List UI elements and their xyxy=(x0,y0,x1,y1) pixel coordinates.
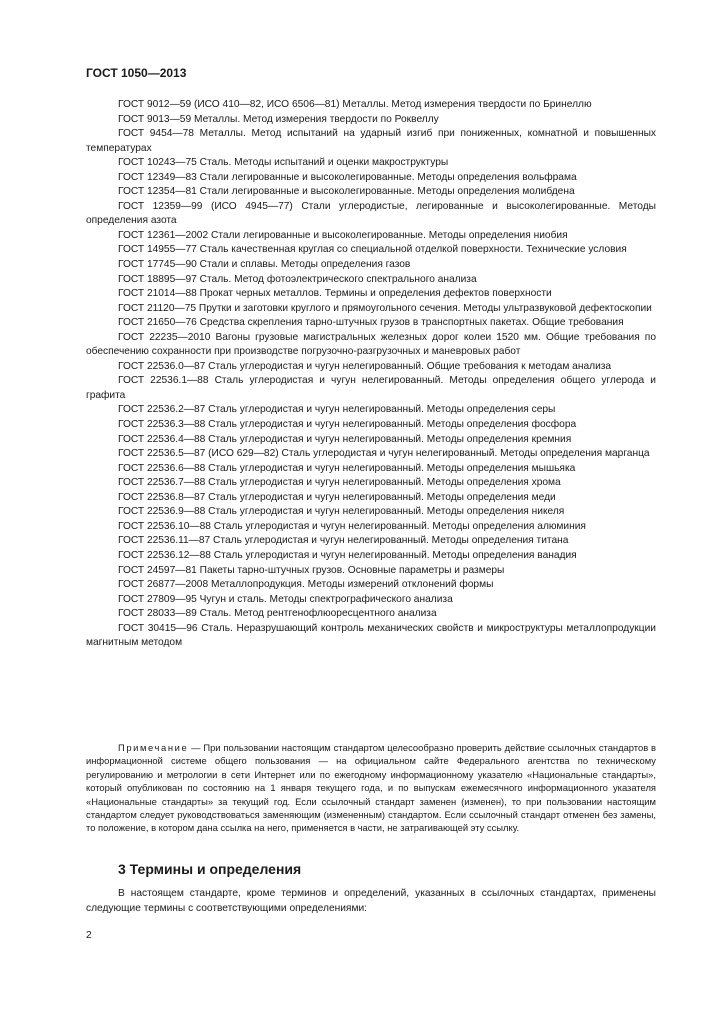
reference-title: Прутки и заготовки круглого и прямоугольного сечения. Методы ультразвуковой дефектоскопии xyxy=(198,302,652,314)
reference-title: Чугун и сталь. Методы спектрографического анализа xyxy=(199,593,453,605)
section-title: 3 Термины и определения xyxy=(118,861,302,877)
reference-title: Сталь углеродистая и чугун нелегированный. Методы определения хрома xyxy=(208,477,561,489)
reference-title: Сталь углеродистая и чугун нелегированный. Общие требования к методам анализа xyxy=(208,360,612,372)
reference-item xyxy=(86,127,656,156)
normative-references-list xyxy=(86,98,656,651)
reference-title: Стали легированные и высоколегированные. Методы определения вольфрама xyxy=(199,171,577,183)
reference-code: ГОСТ 22536.5—87 (ИСО 629—82) xyxy=(118,448,279,460)
reference-title: Прокат черных металлов. Термины и определения дефектов поверхности xyxy=(199,288,552,300)
reference-code: ГОСТ 28033—89 xyxy=(118,608,197,620)
reference-item xyxy=(86,98,656,113)
reference-title: Сталь. Неразрушающий контроль механических свойств и микроструктуры металлопродукции магнитным методом xyxy=(86,622,656,649)
reference-code: ГОСТ 22235—2010 xyxy=(118,331,211,343)
reference-title: Стали углеродистые, легированные и высоколегированные. Методы определения азота xyxy=(86,200,656,227)
reference-title: Стали и сплавы. Методы определения газов xyxy=(199,259,411,271)
reference-title: Металлопродукция. Методы измерений отклонений формы xyxy=(210,579,494,591)
reference-code: ГОСТ 22536.12—88 xyxy=(118,549,211,561)
reference-item xyxy=(86,273,656,288)
reference-title: Стали легированные и высоколегированные. Методы определения молибдена xyxy=(199,186,575,198)
reference-item xyxy=(86,476,656,491)
reference-title: Сталь углеродистая и чугун нелегированный. Методы определения ванадия xyxy=(213,549,577,561)
reference-title: Сталь. Метод фотоэлектрического спектрального анализа xyxy=(199,273,477,285)
reference-title: Сталь углеродистая и чугун нелегированный. Методы определения меди xyxy=(208,491,556,503)
reference-code: ГОСТ 22536.2—87 xyxy=(118,404,206,416)
reference-item xyxy=(86,578,656,593)
reference-title: Пакеты тарно-штучных грузов. Основные параметры и размеры xyxy=(199,564,505,576)
reference-item xyxy=(86,534,656,549)
reference-code: ГОСТ 26877—2008 xyxy=(118,579,209,591)
reference-item xyxy=(86,593,656,608)
reference-item xyxy=(86,360,656,375)
reference-code: ГОСТ 22536.3—88 xyxy=(118,419,206,431)
reference-item xyxy=(86,549,656,564)
reference-code: ГОСТ 22536.8—87 xyxy=(118,491,206,503)
reference-title: Сталь углеродистая и чугун нелегированный. Методы определения марганца xyxy=(281,448,650,460)
reference-item xyxy=(86,331,656,360)
reference-code: ГОСТ 22536.7—88 xyxy=(118,477,206,489)
reference-title: Сталь углеродистая и чугун нелегированный. Методы определения титана xyxy=(213,535,569,547)
reference-item xyxy=(86,564,656,579)
reference-item xyxy=(86,607,656,622)
note-text: — При пользовании настоящим стандартом целесообразно проверить действие ссылочных стандартов в информационной системе общего пользования — на официальном сайте Федерального агентства по техническому регулированию и метрологии в сети Интернет или по ежегодному информационному указателю «Национальные стандарты», который опубликован по состоянию на 1 января текущего года, и по выпускам ежемесячного информационного указателя «Национальные стандарты» за текущий год. Если ссылочный стандарт заменен (изменен), то при пользовании настоящим стандартом следует руководствоваться заменяющим (измененным) стандартом. Если ссылочный стандарт отменен без замены, то положение, в котором дана ссылка на него, применяется в части, не затрагивающей эту ссылку. xyxy=(86,742,656,834)
reference-code: ГОСТ 12359—99 (ИСО 4945—77) xyxy=(118,200,293,212)
reference-item xyxy=(86,316,656,331)
reference-title: Металлы. Метод испытаний на ударный изгиб при пониженных, комнатной и повышенных температурах xyxy=(86,128,656,154)
reference-code: ГОСТ 22536.6—88 xyxy=(118,462,206,474)
references-note xyxy=(86,741,656,835)
reference-item xyxy=(86,622,656,651)
reference-code: ГОСТ 22536.0—87 xyxy=(118,360,206,372)
reference-item xyxy=(86,156,656,171)
reference-code: ГОСТ 22536.1—88 xyxy=(118,375,209,387)
reference-code: ГОСТ 17745—90 xyxy=(118,259,197,271)
reference-title: Сталь углеродистая и чугун нелегированный. Методы определения кремния xyxy=(208,433,572,445)
note-label: Примечание xyxy=(118,742,189,753)
reference-title: Сталь углеродистая и чугун нелегированный. Методы определения никеля xyxy=(208,506,565,518)
reference-title: Сталь качественная круглая со специальной отделкой поверхности. Технические условия xyxy=(199,244,627,256)
reference-item xyxy=(86,302,656,317)
section-intro-paragraph: В настоящем стандарте, кроме терминов и определений, указанных в ссылочных стандартах, применены следующие термины с соответствующими определениями: xyxy=(86,888,656,914)
reference-code: ГОСТ 10243—75 xyxy=(118,157,197,169)
reference-code: ГОСТ 12354—81 xyxy=(118,186,197,198)
reference-title: Сталь углеродистая и чугун нелегированный. Методы определения фосфора xyxy=(208,419,577,431)
reference-code: ГОСТ 12349—83 xyxy=(118,171,197,183)
reference-code: ГОСТ 9012—59 (ИСО 410—82, ИСО 6506—81) xyxy=(118,99,340,110)
reference-item xyxy=(86,229,656,244)
reference-item xyxy=(86,171,656,186)
reference-code: ГОСТ 9013—59 xyxy=(118,113,192,125)
reference-code: ГОСТ 24597—81 xyxy=(118,564,197,576)
reference-code: ГОСТ 9454—78 xyxy=(118,128,194,140)
reference-item xyxy=(86,403,656,418)
reference-code: ГОСТ 27809—95 xyxy=(118,593,197,605)
reference-title: Сталь углеродистая и чугун нелегированный. Методы определения общего углерода и графита xyxy=(86,375,656,401)
reference-item xyxy=(86,374,656,403)
reference-code: ГОСТ 22536.4—88 xyxy=(118,433,206,445)
reference-item xyxy=(86,433,656,448)
reference-item xyxy=(86,113,656,128)
reference-title: Сталь углеродистая и чугун нелегированный. Методы определения серы xyxy=(208,404,556,416)
reference-title: Вагоны грузовые магистральных железных дорог колеи 1520 мм. Общие требования по обеспечению сохранности при производстве погрузочно-разгрузочных и маневровых работ xyxy=(86,331,656,358)
reference-code: ГОСТ 12361—2002 xyxy=(118,229,209,241)
reference-title: Сталь. Методы испытаний и оценки макроструктуры xyxy=(199,157,449,169)
reference-title: Металлы. Метод измерения твердости по Бринеллю xyxy=(342,99,592,110)
reference-code: ГОСТ 21014—88 xyxy=(118,288,197,300)
reference-code: ГОСТ 30415—96 xyxy=(118,622,198,634)
reference-item xyxy=(86,505,656,520)
reference-code: ГОСТ 14955—77 xyxy=(118,244,197,256)
reference-item xyxy=(86,462,656,477)
reference-code: ГОСТ 22536.10—88 xyxy=(118,520,211,532)
reference-item xyxy=(86,243,656,258)
reference-code: ГОСТ 22536.11—87 xyxy=(118,535,211,547)
reference-title: Металлы. Метод измерения твердости по Роквеллу xyxy=(193,113,439,125)
document-header: ГОСТ 1050—2013 xyxy=(86,66,187,80)
reference-item xyxy=(86,185,656,200)
reference-title: Средства скрепления тарно-штучных грузов в транспортных пакетах. Общие требования xyxy=(199,317,624,329)
reference-item xyxy=(86,287,656,302)
reference-code: ГОСТ 22536.9—88 xyxy=(118,506,206,518)
reference-title: Сталь. Метод рентгенофлюоресцентного анализа xyxy=(199,608,437,620)
reference-title: Сталь углеродистая и чугун нелегированный. Методы определения мышьяка xyxy=(208,462,576,474)
reference-item xyxy=(86,520,656,535)
reference-item xyxy=(86,418,656,433)
reference-item xyxy=(86,447,656,462)
page-number: 2 xyxy=(86,930,92,941)
reference-code: ГОСТ 21120—75 xyxy=(118,302,197,314)
reference-title: Сталь углеродистая и чугун нелегированный. Методы определения алюминия xyxy=(213,520,586,532)
reference-item xyxy=(86,200,656,229)
reference-code: ГОСТ 21650—76 xyxy=(118,317,197,329)
reference-title: Стали легированные и высоколегированные. Методы определения ниобия xyxy=(210,229,568,241)
reference-item xyxy=(86,491,656,506)
reference-code: ГОСТ 18895—97 xyxy=(118,273,197,285)
reference-item xyxy=(86,258,656,273)
